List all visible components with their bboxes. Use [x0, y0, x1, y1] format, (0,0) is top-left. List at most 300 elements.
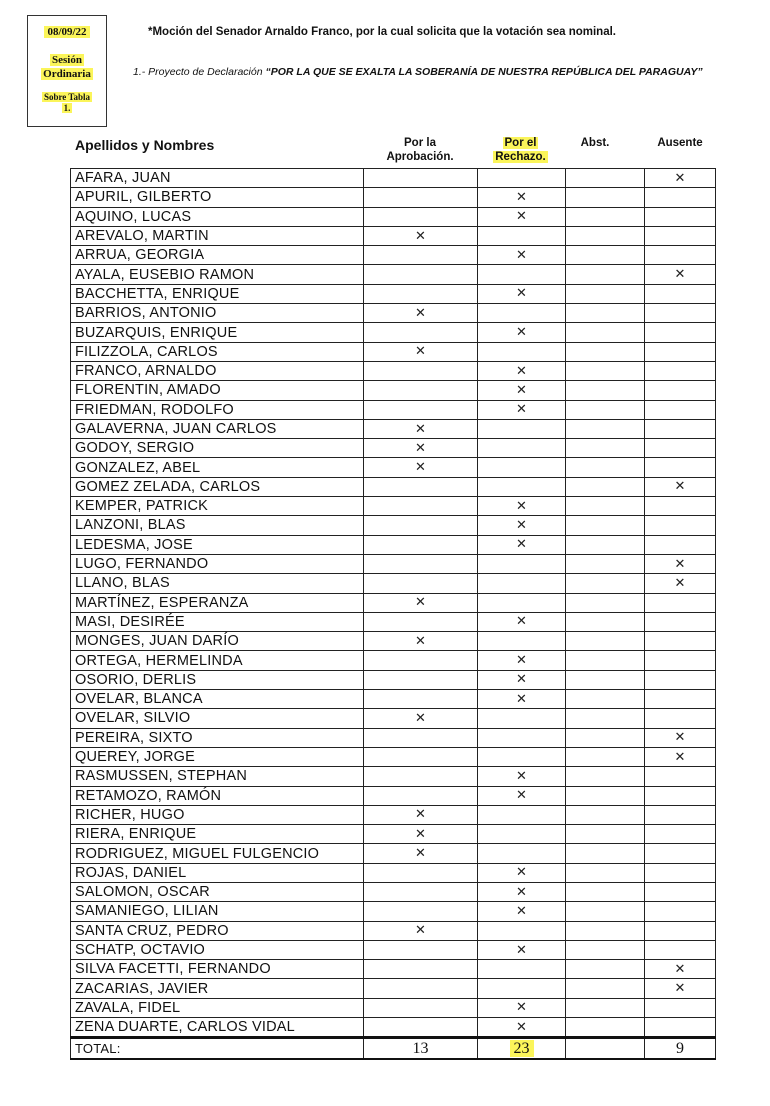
vote-cell-rechazo — [478, 361, 566, 380]
vote-cell-abst — [566, 323, 645, 342]
vote-cell-rechazo — [478, 902, 566, 921]
vote-cell-abst — [566, 169, 645, 188]
senator-name: LANZONI, BLAS — [71, 516, 364, 535]
vote-cell-aprobacion — [364, 960, 478, 979]
vote-mark-icon: ✕ — [415, 305, 426, 321]
vote-cell-rechazo — [478, 1018, 566, 1038]
vote-cell-abst — [566, 767, 645, 786]
vote-cell-ausente — [645, 188, 716, 207]
vote-cell-rechazo — [478, 497, 566, 516]
vote-cell-rechazo — [478, 882, 566, 901]
vote-cell-ausente — [645, 863, 716, 882]
vote-mark-icon: ✕ — [415, 344, 426, 360]
senator-name: BACCHETTA, ENRIQUE — [71, 284, 364, 303]
vote-cell-ausente — [645, 381, 716, 400]
table-row — [71, 1018, 716, 1038]
senator-name: BARRIOS, ANTONIO — [71, 304, 364, 323]
aprobacion-line2: Aprobación. — [386, 151, 454, 163]
senator-name: AFARA, JUAN — [71, 169, 364, 188]
vote-cell-rechazo — [478, 284, 566, 303]
vote-mark-icon: ✕ — [415, 923, 426, 939]
column-header-abst: Abst. — [580, 137, 610, 149]
table-row — [71, 651, 716, 670]
vote-mark-icon: ✕ — [415, 228, 426, 244]
vote-cell-ausente — [645, 786, 716, 805]
vote-cell-aprobacion — [364, 400, 478, 419]
rechazo-line1: Por el — [504, 137, 537, 149]
vote-cell-abst — [566, 497, 645, 516]
senator-name: BUZARQUIS, ENRIQUE — [71, 323, 364, 342]
vote-cell-ausente — [645, 304, 716, 323]
table-row — [71, 361, 716, 380]
table-row — [71, 960, 716, 979]
vote-cell-abst — [566, 304, 645, 323]
vote-cell-rechazo — [478, 207, 566, 226]
vote-mark-icon: ✕ — [415, 807, 426, 823]
senator-name: LEDESMA, JOSE — [71, 535, 364, 554]
senator-name: ARRUA, GEORGIA — [71, 246, 364, 265]
vote-cell-rechazo — [478, 709, 566, 728]
vote-cell-abst — [566, 747, 645, 766]
vote-mark-icon: ✕ — [516, 517, 527, 533]
vote-cell-abst — [566, 728, 645, 747]
senator-name: KEMPER, PATRICK — [71, 497, 364, 516]
vote-cell-abst — [566, 400, 645, 419]
table-row — [71, 612, 716, 631]
vote-cell-rechazo — [478, 863, 566, 882]
vote-cell-abst — [566, 593, 645, 612]
vote-cell-aprobacion — [364, 844, 478, 863]
senator-name: FLORENTIN, AMADO — [71, 381, 364, 400]
vote-mark-icon: ✕ — [516, 537, 527, 553]
vote-cell-abst — [566, 361, 645, 380]
vote-mark-icon: ✕ — [415, 421, 426, 437]
vote-cell-abst — [566, 863, 645, 882]
vote-cell-abst — [566, 1018, 645, 1038]
vote-cell-rechazo — [478, 786, 566, 805]
table-row — [71, 419, 716, 438]
vote-cell-aprobacion — [364, 747, 478, 766]
vote-cell-aprobacion — [364, 863, 478, 882]
stamp-tabla-line1: Sobre Tabla — [43, 92, 91, 102]
vote-cell-abst — [566, 709, 645, 728]
vote-cell-abst — [566, 439, 645, 458]
vote-cell-rechazo — [478, 265, 566, 284]
vote-mark-icon: ✕ — [674, 749, 686, 765]
vote-cell-aprobacion — [364, 651, 478, 670]
table-row — [71, 786, 716, 805]
vote-cell-ausente — [645, 439, 716, 458]
senator-name: SAMANIEGO, LILIAN — [71, 902, 364, 921]
table-row — [71, 458, 716, 477]
vote-mark-icon: ✕ — [674, 267, 686, 283]
vote-cell-aprobacion — [364, 632, 478, 651]
vote-cell-ausente — [645, 535, 716, 554]
vote-cell-abst — [566, 844, 645, 863]
vote-mark-icon: ✕ — [516, 768, 527, 784]
vote-cell-aprobacion — [364, 1018, 478, 1038]
table-row — [71, 670, 716, 689]
table-row — [71, 477, 716, 496]
vote-cell-aprobacion — [364, 728, 478, 747]
vote-cell-aprobacion — [364, 169, 478, 188]
vote-cell-ausente — [645, 979, 716, 998]
stamp-session — [28, 53, 106, 81]
table-row — [71, 381, 716, 400]
total-ausente — [645, 1038, 716, 1059]
vote-cell-ausente — [645, 169, 716, 188]
senator-name: RODRIGUEZ, MIGUEL FULGENCIO — [71, 844, 364, 863]
vote-cell-rechazo — [478, 979, 566, 998]
vote-cell-ausente — [645, 747, 716, 766]
vote-mark-icon: ✕ — [516, 498, 527, 514]
table-row — [71, 554, 716, 573]
vote-cell-ausente — [645, 767, 716, 786]
vote-cell-aprobacion — [364, 670, 478, 689]
table-row — [71, 998, 716, 1017]
table-row — [71, 535, 716, 554]
table-row — [71, 844, 716, 863]
vote-cell-rechazo — [478, 747, 566, 766]
vote-cell-rechazo — [478, 226, 566, 245]
vote-cell-ausente — [645, 226, 716, 245]
vote-cell-rechazo — [478, 767, 566, 786]
vote-mark-icon: ✕ — [415, 633, 426, 649]
vote-mark-icon: ✕ — [516, 942, 527, 958]
vote-cell-rechazo — [478, 342, 566, 361]
vote-mark-icon: ✕ — [415, 710, 426, 726]
table-row — [71, 825, 716, 844]
vote-cell-abst — [566, 458, 645, 477]
senator-name: AREVALO, MARTIN — [71, 226, 364, 245]
column-header-name: Apellidos y Nombres — [75, 137, 215, 153]
vote-cell-ausente — [645, 940, 716, 959]
senator-name: SALOMON, OSCAR — [71, 882, 364, 901]
vote-mark-icon: ✕ — [516, 672, 527, 688]
vote-cell-rechazo — [478, 805, 566, 824]
senator-name: ORTEGA, HERMELINDA — [71, 651, 364, 670]
vote-cell-aprobacion — [364, 439, 478, 458]
senator-name: RETAMOZO, RAMÓN — [71, 786, 364, 805]
project-label: 1.- Proyecto de Declaración — [133, 66, 263, 78]
vote-cell-aprobacion — [364, 419, 478, 438]
vote-cell-abst — [566, 535, 645, 554]
vote-cell-ausente — [645, 728, 716, 747]
vote-cell-abst — [566, 516, 645, 535]
vote-mark-icon: ✕ — [516, 402, 527, 418]
vote-cell-aprobacion — [364, 323, 478, 342]
vote-cell-rechazo — [478, 535, 566, 554]
vote-cell-abst — [566, 882, 645, 901]
vote-cell-abst — [566, 554, 645, 573]
vote-mark-icon: ✕ — [516, 884, 527, 900]
table-row — [71, 747, 716, 766]
table-row — [71, 882, 716, 901]
vote-cell-aprobacion — [364, 709, 478, 728]
table-row — [71, 207, 716, 226]
vote-cell-ausente — [645, 497, 716, 516]
vote-cell-rechazo — [478, 998, 566, 1017]
vote-cell-ausente — [645, 342, 716, 361]
total-rechazo-value: 23 — [510, 1040, 534, 1057]
senator-name: SANTA CRUZ, PEDRO — [71, 921, 364, 940]
senator-name: OVELAR, BLANCA — [71, 690, 364, 709]
vote-cell-ausente — [645, 593, 716, 612]
vote-mark-icon: ✕ — [516, 865, 527, 881]
column-header-rechazo — [478, 136, 563, 164]
vote-cell-rechazo — [478, 188, 566, 207]
vote-cell-rechazo — [478, 728, 566, 747]
senator-name: ZAVALA, FIDEL — [71, 998, 364, 1017]
vote-cell-aprobacion — [364, 786, 478, 805]
table-row — [71, 497, 716, 516]
vote-cell-rechazo — [478, 690, 566, 709]
vote-cell-rechazo — [478, 458, 566, 477]
vote-mark-icon: ✕ — [674, 730, 686, 746]
vote-cell-abst — [566, 960, 645, 979]
table-row — [71, 342, 716, 361]
vote-cell-ausente — [645, 612, 716, 631]
senator-name: AQUINO, LUCAS — [71, 207, 364, 226]
senator-name: ZENA DUARTE, CARLOS VIDAL — [71, 1018, 364, 1038]
table-row — [71, 921, 716, 940]
vote-table-body — [71, 169, 716, 1059]
vote-mark-icon: ✕ — [415, 460, 426, 476]
vote-cell-aprobacion — [364, 921, 478, 940]
vote-cell-ausente — [645, 632, 716, 651]
vote-mark-icon: ✕ — [516, 691, 527, 707]
vote-cell-ausente — [645, 246, 716, 265]
senator-name: QUEREY, JORGE — [71, 747, 364, 766]
vote-cell-ausente — [645, 844, 716, 863]
vote-cell-aprobacion — [364, 284, 478, 303]
senator-name: MARTÍNEZ, ESPERANZA — [71, 593, 364, 612]
vote-cell-abst — [566, 246, 645, 265]
vote-cell-abst — [566, 342, 645, 361]
vote-mark-icon: ✕ — [516, 653, 527, 669]
project-title: “POR LA QUE SE EXALTA LA SOBERANÍA DE NUESTRA REPÚBLICA DEL PARAGUAY” — [265, 66, 703, 78]
vote-cell-aprobacion — [364, 998, 478, 1017]
vote-cell-aprobacion — [364, 535, 478, 554]
vote-mark-icon: ✕ — [516, 189, 527, 205]
vote-cell-aprobacion — [364, 226, 478, 245]
vote-cell-ausente — [645, 882, 716, 901]
table-row — [71, 863, 716, 882]
vote-cell-abst — [566, 612, 645, 631]
vote-cell-ausente — [645, 400, 716, 419]
vote-cell-aprobacion — [364, 207, 478, 226]
senator-name: FRIEDMAN, RODOLFO — [71, 400, 364, 419]
table-row — [71, 265, 716, 284]
vote-cell-ausente — [645, 1018, 716, 1038]
table-row — [71, 805, 716, 824]
vote-cell-rechazo — [478, 651, 566, 670]
stamp-tabla — [28, 92, 106, 114]
vote-mark-icon: ✕ — [516, 614, 527, 630]
senator-name: GALAVERNA, JUAN CARLOS — [71, 419, 364, 438]
vote-cell-aprobacion — [364, 516, 478, 535]
vote-cell-aprobacion — [364, 246, 478, 265]
vote-cell-ausente — [645, 323, 716, 342]
total-aprobacion — [364, 1038, 478, 1059]
table-row — [71, 574, 716, 593]
vote-cell-abst — [566, 670, 645, 689]
vote-cell-aprobacion — [364, 188, 478, 207]
vote-cell-abst — [566, 805, 645, 824]
vote-cell-ausente — [645, 651, 716, 670]
vote-cell-rechazo — [478, 921, 566, 940]
vote-mark-icon: ✕ — [516, 325, 527, 341]
vote-mark-icon: ✕ — [415, 826, 426, 842]
rechazo-line2: Rechazo. — [495, 151, 546, 163]
senator-name: LUGO, FERNANDO — [71, 554, 364, 573]
table-row — [71, 188, 716, 207]
vote-cell-abst — [566, 940, 645, 959]
senator-name: OVELAR, SILVIO — [71, 709, 364, 728]
vote-mark-icon: ✕ — [516, 788, 527, 804]
stamp-session-line2: Ordinaria — [43, 68, 91, 80]
vote-mark-icon: ✕ — [674, 556, 686, 572]
table-row — [71, 246, 716, 265]
vote-cell-abst — [566, 902, 645, 921]
aprobacion-line1: Por la — [404, 137, 436, 149]
table-row — [71, 226, 716, 245]
table-row — [71, 690, 716, 709]
vote-mark-icon: ✕ — [516, 382, 527, 398]
vote-cell-rechazo — [478, 593, 566, 612]
total-row — [71, 1038, 716, 1059]
vote-mark-icon: ✕ — [516, 247, 527, 263]
senator-name: SILVA FACETTI, FERNANDO — [71, 960, 364, 979]
stamp-session-line1: Sesión — [52, 54, 82, 66]
project-line — [133, 66, 703, 78]
column-header-ausente: Ausente — [657, 137, 703, 149]
vote-cell-ausente — [645, 284, 716, 303]
vote-cell-ausente — [645, 825, 716, 844]
senator-name: FILIZZOLA, CARLOS — [71, 342, 364, 361]
table-row — [71, 169, 716, 188]
vote-cell-rechazo — [478, 960, 566, 979]
vote-cell-rechazo — [478, 419, 566, 438]
vote-cell-aprobacion — [364, 361, 478, 380]
vote-mark-icon: ✕ — [674, 575, 686, 591]
vote-cell-aprobacion — [364, 612, 478, 631]
vote-cell-ausente — [645, 902, 716, 921]
vote-cell-ausente — [645, 419, 716, 438]
vote-cell-ausente — [645, 805, 716, 824]
senator-name: MASI, DESIRÉE — [71, 612, 364, 631]
total-abst — [566, 1038, 645, 1059]
stamp-tabla-line2: 1. — [63, 103, 71, 113]
vote-cell-ausente — [645, 960, 716, 979]
vote-cell-aprobacion — [364, 593, 478, 612]
vote-cell-aprobacion — [364, 304, 478, 323]
senator-name: OSORIO, DERLIS — [71, 670, 364, 689]
vote-cell-ausente — [645, 554, 716, 573]
vote-cell-rechazo — [478, 632, 566, 651]
senator-name: LLANO, BLAS — [71, 574, 364, 593]
vote-cell-rechazo — [478, 825, 566, 844]
vote-cell-abst — [566, 632, 645, 651]
vote-cell-abst — [566, 284, 645, 303]
vote-cell-aprobacion — [364, 690, 478, 709]
vote-cell-aprobacion — [364, 381, 478, 400]
senator-name: PEREIRA, SIXTO — [71, 728, 364, 747]
table-row — [71, 593, 716, 612]
senator-name: RICHER, HUGO — [71, 805, 364, 824]
vote-cell-rechazo — [478, 612, 566, 631]
vote-mark-icon: ✕ — [674, 961, 686, 977]
vote-cell-rechazo — [478, 554, 566, 573]
vote-cell-aprobacion — [364, 979, 478, 998]
vote-mark-icon: ✕ — [516, 363, 527, 379]
table-row — [71, 323, 716, 342]
vote-cell-abst — [566, 921, 645, 940]
table-row — [71, 516, 716, 535]
senator-name: FRANCO, ARNALDO — [71, 361, 364, 380]
stamp-date-text: 08/09/22 — [44, 26, 89, 38]
total-ausente-value: 9 — [676, 1039, 684, 1057]
vote-cell-ausente — [645, 361, 716, 380]
vote-cell-rechazo — [478, 304, 566, 323]
vote-cell-abst — [566, 188, 645, 207]
senator-name: APURIL, GILBERTO — [71, 188, 364, 207]
vote-cell-aprobacion — [364, 825, 478, 844]
vote-cell-rechazo — [478, 670, 566, 689]
senator-name: GOMEZ ZELADA, CARLOS — [71, 477, 364, 496]
vote-cell-rechazo — [478, 323, 566, 342]
vote-cell-aprobacion — [364, 940, 478, 959]
vote-mark-icon: ✕ — [415, 440, 426, 456]
table-row — [71, 902, 716, 921]
vote-cell-aprobacion — [364, 342, 478, 361]
vote-cell-abst — [566, 651, 645, 670]
table-row — [71, 439, 716, 458]
vote-cell-rechazo — [478, 477, 566, 496]
senator-name: MONGES, JUAN DARÍO — [71, 632, 364, 651]
vote-mark-icon: ✕ — [516, 1000, 527, 1016]
vote-mark-icon: ✕ — [516, 1019, 527, 1035]
stamp-date — [28, 26, 106, 38]
senator-name: SCHATP, OCTAVIO — [71, 940, 364, 959]
vote-cell-rechazo — [478, 246, 566, 265]
vote-mark-icon: ✕ — [674, 479, 686, 495]
vote-cell-rechazo — [478, 516, 566, 535]
vote-cell-abst — [566, 419, 645, 438]
vote-cell-aprobacion — [364, 458, 478, 477]
table-row — [71, 400, 716, 419]
vote-mark-icon: ✕ — [674, 981, 686, 997]
vote-cell-aprobacion — [364, 265, 478, 284]
vote-mark-icon: ✕ — [415, 846, 426, 862]
vote-cell-abst — [566, 574, 645, 593]
senator-name: RASMUSSEN, STEPHAN — [71, 767, 364, 786]
senator-name: ZACARIAS, JAVIER — [71, 979, 364, 998]
table-row — [71, 940, 716, 959]
vote-mark-icon: ✕ — [516, 903, 527, 919]
vote-cell-abst — [566, 979, 645, 998]
vote-cell-ausente — [645, 458, 716, 477]
total-label: TOTAL: — [71, 1038, 364, 1059]
vote-cell-rechazo — [478, 844, 566, 863]
motion-text: *Moción del Senador Arnaldo Franco, por la cual solicita que la votación sea nominal. — [148, 26, 616, 38]
senator-name: GONZALEZ, ABEL — [71, 458, 364, 477]
vote-cell-rechazo — [478, 439, 566, 458]
vote-mark-icon: ✕ — [516, 286, 527, 302]
vote-cell-ausente — [645, 998, 716, 1017]
vote-cell-ausente — [645, 516, 716, 535]
vote-cell-abst — [566, 690, 645, 709]
